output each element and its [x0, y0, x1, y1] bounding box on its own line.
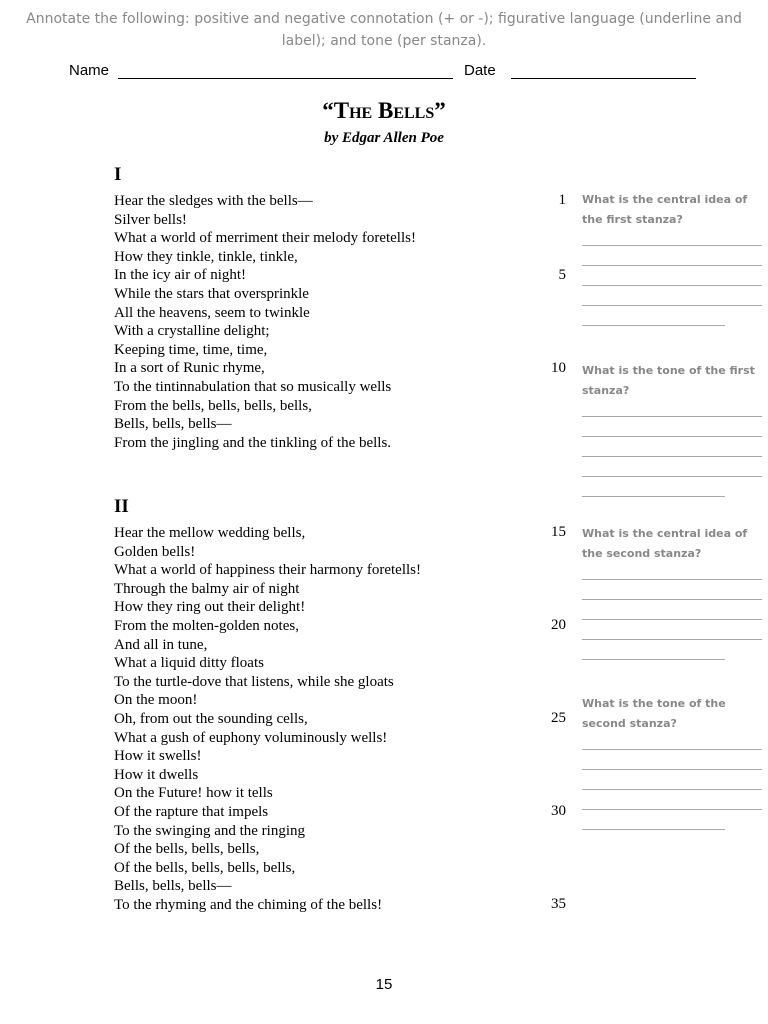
poem-line: To the tintinnabulation that so musically wells	[114, 378, 392, 395]
answer-line[interactable]	[582, 421, 764, 441]
line-number: 30	[551, 803, 566, 819]
poem-line: In a sort of Runic rhyme,	[114, 360, 265, 377]
line-number: 25	[551, 710, 566, 726]
answer-line[interactable]	[582, 624, 764, 644]
line-number: 20	[551, 617, 566, 633]
answer-line[interactable]	[582, 310, 764, 330]
stanza-2-lines	[114, 524, 554, 914]
poem-line: To the rhyming and the chiming of the bells!	[114, 896, 383, 913]
answer-line[interactable]	[582, 794, 764, 814]
line-number: 10	[551, 360, 566, 376]
date-label: Date	[464, 62, 496, 79]
answer-lines[interactable]	[582, 401, 764, 501]
poem-line: Bells, bells, bells—	[114, 416, 232, 433]
answer-line[interactable]	[582, 461, 764, 481]
line-number: 1	[558, 192, 566, 208]
poem-line: Golden bells!	[114, 543, 196, 560]
answer-line[interactable]	[582, 604, 764, 624]
poem-line: Of the bells, bells, bells, bells,	[114, 859, 296, 876]
poem-line: How they ring out their delight!	[114, 599, 306, 616]
poem-line: Through the balmy air of night	[114, 580, 300, 597]
answer-lines[interactable]	[582, 734, 764, 834]
poem-line: What a world of merriment their melody foretells!	[114, 230, 416, 247]
stanza-numeral: I	[114, 164, 122, 185]
answer-line[interactable]	[582, 774, 764, 794]
answer-line[interactable]	[582, 250, 764, 270]
poem-line: While the stars that oversprinkle	[114, 285, 309, 302]
date-blank[interactable]	[511, 78, 696, 79]
poem-line: How it dwells	[114, 766, 199, 783]
poem-line: How they tinkle, tinkle, tinkle,	[114, 248, 298, 265]
poem-line: What a world of happiness their harmony foretells!	[114, 562, 421, 579]
answer-line[interactable]	[582, 441, 764, 461]
question-central-idea-1	[582, 190, 764, 330]
poem-line: On the Future! how it tells	[114, 785, 273, 802]
question-text: What is the tone of the first stanza?	[582, 364, 755, 397]
answer-line[interactable]	[582, 584, 764, 604]
poem-line: Hear the mellow wedding bells,	[114, 525, 306, 541]
poem-line: On the moon!	[114, 692, 198, 709]
line-number: 15	[551, 524, 566, 540]
question-tone-2	[582, 694, 764, 834]
poem-line: What a liquid ditty floats	[114, 655, 264, 672]
answer-line[interactable]	[582, 230, 764, 250]
poem-line: All the heavens, seem to twinkle	[114, 304, 310, 321]
question-central-idea-2	[582, 524, 764, 664]
question-text: What is the central idea of the second stanza?	[582, 527, 748, 560]
answer-line[interactable]	[582, 734, 764, 754]
name-label: Name	[69, 62, 110, 79]
poem-line: Bells, bells, bells—	[114, 878, 232, 895]
name-blank[interactable]	[118, 78, 453, 79]
poem-line: With a crystalline delight;	[114, 323, 270, 340]
poem-line: To the turtle-dove that listens, while she gloats	[114, 673, 394, 690]
poem-line: From the bells, bells, bells, bells,	[114, 397, 312, 414]
stanza-numeral: II	[114, 496, 129, 517]
instructions: Annotate the following: positive and negative connotation (+ or -); figurative language (underline and label); and tone (per stanza).	[26, 11, 742, 49]
poem-line: In the icy air of night!	[114, 267, 247, 284]
answer-line[interactable]	[582, 754, 764, 774]
answer-line[interactable]	[582, 290, 764, 310]
poem-line: To the swinging and the ringing	[114, 822, 306, 839]
answer-line[interactable]	[582, 644, 764, 664]
poem-line: Of the bells, bells, bells,	[114, 841, 260, 858]
answer-line[interactable]	[582, 564, 764, 584]
poem-line: Hear the sledges with the bells—	[114, 193, 313, 209]
poem-line: How it swells!	[114, 748, 202, 765]
answer-line[interactable]	[582, 401, 764, 421]
answer-lines[interactable]	[582, 230, 764, 330]
poem-author: by Edgar Allen Poe	[324, 130, 444, 146]
poem-line: And all in tune,	[114, 636, 208, 653]
poem-line: Oh, from out the sounding cells,	[114, 710, 308, 727]
line-number: 5	[558, 267, 566, 283]
poem-line: Of the rapture that impels	[114, 803, 269, 820]
poem-line: What a gush of euphony voluminously wells!	[114, 729, 388, 746]
line-number: 35	[551, 896, 566, 912]
page-number: 15	[375, 976, 393, 993]
poem-title: “The Bells”	[322, 98, 446, 123]
poem-line: Silver bells!	[114, 211, 187, 228]
poem-line: Keeping time, time, time,	[114, 341, 268, 358]
poem-line: From the molten-golden notes,	[114, 617, 299, 634]
answer-lines[interactable]	[582, 564, 764, 664]
stanza-1-lines	[114, 192, 554, 452]
answer-line[interactable]	[582, 814, 764, 834]
answer-line[interactable]	[582, 270, 764, 290]
question-tone-1	[582, 361, 764, 501]
poem-line: From the jingling and the tinkling of the bells.	[114, 434, 392, 451]
answer-line[interactable]	[582, 481, 764, 501]
question-text: What is the tone of the second stanza?	[582, 697, 726, 730]
question-text: What is the central idea of the first stanza?	[582, 193, 748, 226]
